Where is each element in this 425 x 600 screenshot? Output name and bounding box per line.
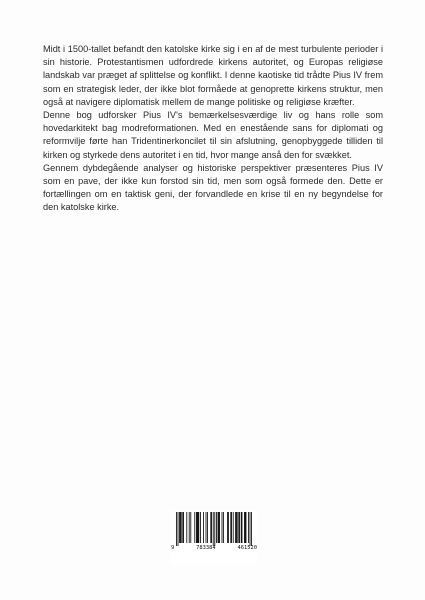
barcode-bar — [218, 512, 219, 543]
barcode-bar — [223, 512, 224, 543]
barcode-bar — [213, 512, 214, 546]
barcode-bar — [245, 512, 246, 543]
barcode-bar — [251, 512, 252, 546]
barcode-bar — [219, 512, 220, 543]
blurb-paragraph-3: Gennem dybdegående analyser og historiske perspektiver præsenteres Pius IV som en pave, der ikke kun forstod sin tid, men som også formede den. Dette er fortællingen om en taktisk geni, der forvandlede en krise til en ny begyndelse for den katolske kirke. — [43, 162, 383, 213]
barcode-bar — [231, 512, 232, 543]
barcode-bar — [237, 512, 238, 543]
blurb-text — [43, 43, 383, 215]
barcode-bar — [241, 512, 242, 543]
barcode-bar — [238, 512, 239, 543]
barcode-bar — [190, 512, 191, 543]
barcode-bar — [207, 512, 208, 543]
barcode-bar — [182, 512, 183, 543]
barcode-bar — [235, 512, 236, 543]
barcode-bar — [211, 512, 212, 543]
isbn-number — [171, 545, 257, 551]
barcode-bar — [236, 512, 237, 543]
barcode-bar — [239, 512, 240, 543]
barcode-bar — [242, 512, 243, 543]
barcode-bar — [227, 512, 228, 543]
isbn-left-group: 783384 — [196, 545, 216, 551]
barcode-bar — [250, 512, 251, 546]
barcode-bar — [186, 512, 187, 543]
barcode-bar — [176, 512, 177, 546]
barcode-bar — [198, 512, 199, 543]
isbn-barcode — [171, 510, 257, 564]
barcode-bar — [181, 512, 182, 543]
isbn-right-group: 461520 — [237, 545, 257, 551]
barcode-bar — [210, 512, 211, 543]
barcode-bar — [196, 512, 197, 543]
barcode-bar — [222, 512, 223, 543]
barcode-bar — [203, 512, 204, 543]
blurb-paragraph-1: Midt i 1500-tallet befandt den katolske kirke sig i en af de mest turbulente perioder i sin historie. Protestantismen udfordrede kirkens autoritet, og Europas religiøse landskab var præget af splittelse og konflikt. I denne kaotiske tid trådte Pius IV frem som en strategisk leder, der ikke blot formåede at genoprette kirkens struktur, men også at navigere diplomatisk mellem de mange politiske og religiøse kræfter. — [43, 44, 383, 107]
barcode-bar — [230, 512, 231, 543]
barcode-bar — [183, 512, 184, 543]
barcode-bars — [171, 510, 257, 546]
barcode-bar — [180, 512, 181, 543]
barcode-bar — [233, 512, 234, 543]
barcode-bar — [198, 512, 199, 543]
barcode-bar — [216, 512, 217, 543]
isbn-first-digit: 9 — [171, 545, 175, 551]
barcode-bar — [189, 512, 190, 543]
barcode-bar — [197, 512, 198, 543]
barcode-bar — [179, 512, 180, 543]
barcode-bar — [218, 512, 219, 543]
blurb-paragraph-2: Denne bog udforsker Pius IV's bemærkelsesværdige liv og hans rolle som hovedarkitekt bag modreformationen. Med en enestående sans for diplomati og reformvilje førte han Tridentinerkoncilet til sin afslutning, genopbyggede tilliden til kirken og styrkede dens autoritet i en tid, hvor mange anså den for svækket. — [43, 110, 383, 160]
barcode-bar — [194, 512, 195, 543]
barcode-bar — [214, 512, 215, 546]
barcode-bar — [228, 512, 229, 543]
barcode-bar — [200, 512, 201, 543]
barcode-bar — [248, 512, 249, 543]
barcode-bar — [178, 512, 179, 546]
barcode-bar — [246, 512, 247, 543]
barcode-bar — [244, 512, 245, 543]
barcode-bar — [206, 512, 207, 543]
